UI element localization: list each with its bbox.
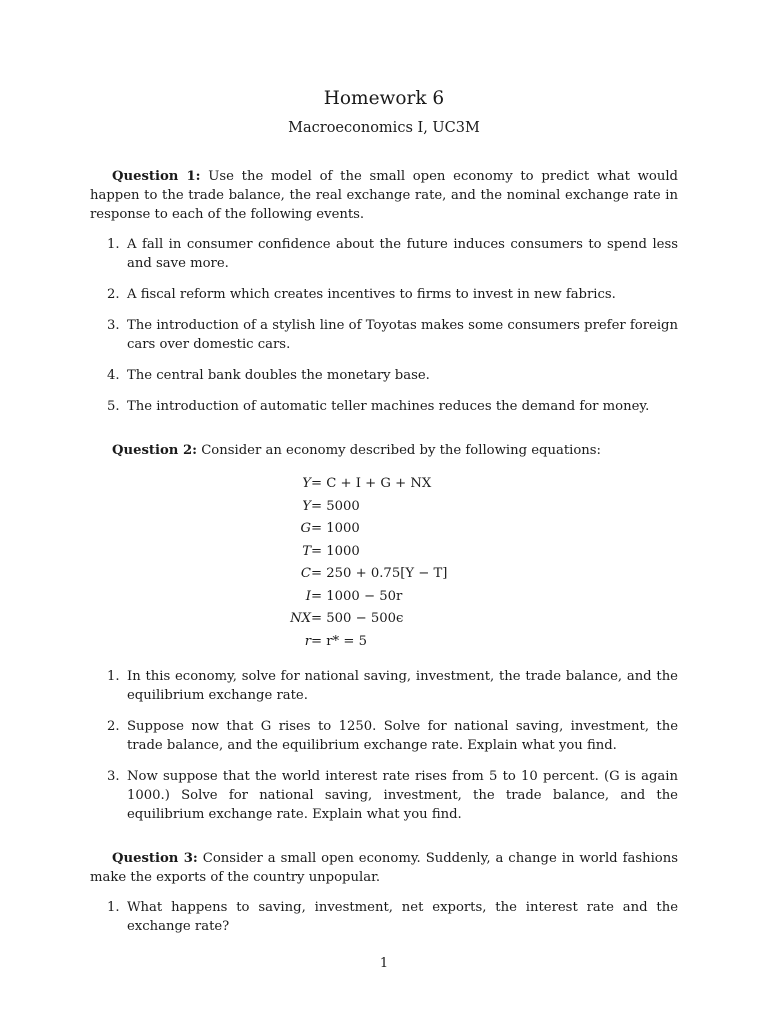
list-item-number: 2. [107,287,120,302]
list-item-number: 1. [107,669,120,684]
equation-rhs: = 5000 [311,498,360,514]
page-number: 1 [379,956,389,971]
list-item [90,717,678,755]
equation-rhs: = 1000 − 50r [311,588,403,604]
list-item-number: 3. [107,769,120,784]
question-1-label: Question 1: [112,169,201,184]
document-subtitle: Macroeconomics I, UC3M [288,120,480,136]
equation-lhs: Y [302,476,311,491]
list-item [90,397,678,416]
list-item-text: A fall in consumer confidence about the future induces consumers to spend less and save more. [127,237,678,271]
equation-lhs: r [304,633,311,649]
question-3-text: Consider a small open economy. Suddenly, a change in world fashions make the exports of the country unpopular. [90,851,679,885]
list-item-text: In this economy, solve for national saving, investment, the trade balance, and the equilibrium exchange rate. [127,669,678,703]
list-item-number: 4. [107,368,120,383]
list-item-number: 2. [107,719,120,734]
equation-rhs: = 500 − 500ϵ [311,611,404,626]
equation-rhs: = C + I + G + NX [311,476,432,491]
equation-rhs: = 250 + 0.75[Y − T] [311,566,448,581]
question-2-intro [90,441,678,460]
list-item [90,898,678,936]
equation-lhs: T [302,543,311,559]
list-item-text: The introduction of automatic teller machines reduces the demand for money. [127,399,650,414]
list-item-text: Now suppose that the world interest rate rises from 5 to 10 percent. (G is again 1000.) Solve for national saving, investment, the trade balance, and the equilibrium exchange rate. Explain what you find. [127,769,678,822]
list-item-text: The central bank doubles the monetary base. [127,368,430,383]
equation-row [0,608,768,631]
equation-lhs: Y [302,498,311,514]
equation-row [0,473,768,496]
equation-row [0,563,768,586]
list-item [90,316,678,354]
equation-row [0,631,768,654]
list-item-number: 1. [107,237,120,252]
question-1-text: Use the model of the small open economy to predict what would happen to the trade balance, the real exchange rate, and the nominal exchange rate in response to each of the following events. [90,169,678,222]
question-2-text: Consider an economy described by the following equations: [201,443,601,458]
equation-lhs: G [300,521,311,536]
equation-row [0,586,768,609]
list-item-text: Suppose now that G rises to 1250. Solve for national saving, investment, the trade balance, and the equilibrium exchange rate. Explain what you find. [127,719,678,753]
question-1-intro [90,167,678,224]
list-item-number: 1. [107,900,120,915]
question-3-intro [90,849,678,887]
question-2-list [90,667,678,824]
question-1-list [90,235,678,416]
list-item [90,235,678,273]
list-item [90,667,678,705]
equation-block [0,473,768,653]
equation-rhs: = 1000 [311,521,360,536]
list-item [90,285,678,304]
question-2-paragraph [90,441,678,460]
list-item-text: What happens to saving, investment, net exports, the interest rate and the exchange rate? [127,900,678,934]
list-item-text: A fiscal reform which creates incentives to firms to invest in new fabrics. [127,287,616,302]
list-item [90,767,678,824]
equation-lhs: I [305,588,311,604]
question-3-label: Question 3: [112,851,198,866]
document-title: Homework 6 [323,88,445,109]
question-3-list [90,898,678,936]
question-2-label: Question 2: [112,443,198,458]
equation-lhs: NX [290,611,311,626]
question-1-paragraph [90,167,678,224]
list-item [90,366,678,385]
equation-row [0,518,768,541]
list-item-text: The introduction of a stylish line of Toyotas makes some consumers prefer foreign cars over domestic cars. [127,318,678,352]
list-item-number: 5. [107,399,120,414]
equation-rhs: = r* = 5 [311,633,367,649]
list-item-number: 3. [107,318,120,333]
equation-lhs: C [300,566,311,581]
equation-row [0,541,768,564]
equation-row [0,496,768,519]
question-3-paragraph [90,849,678,887]
equation-rhs: = 1000 [311,543,360,559]
